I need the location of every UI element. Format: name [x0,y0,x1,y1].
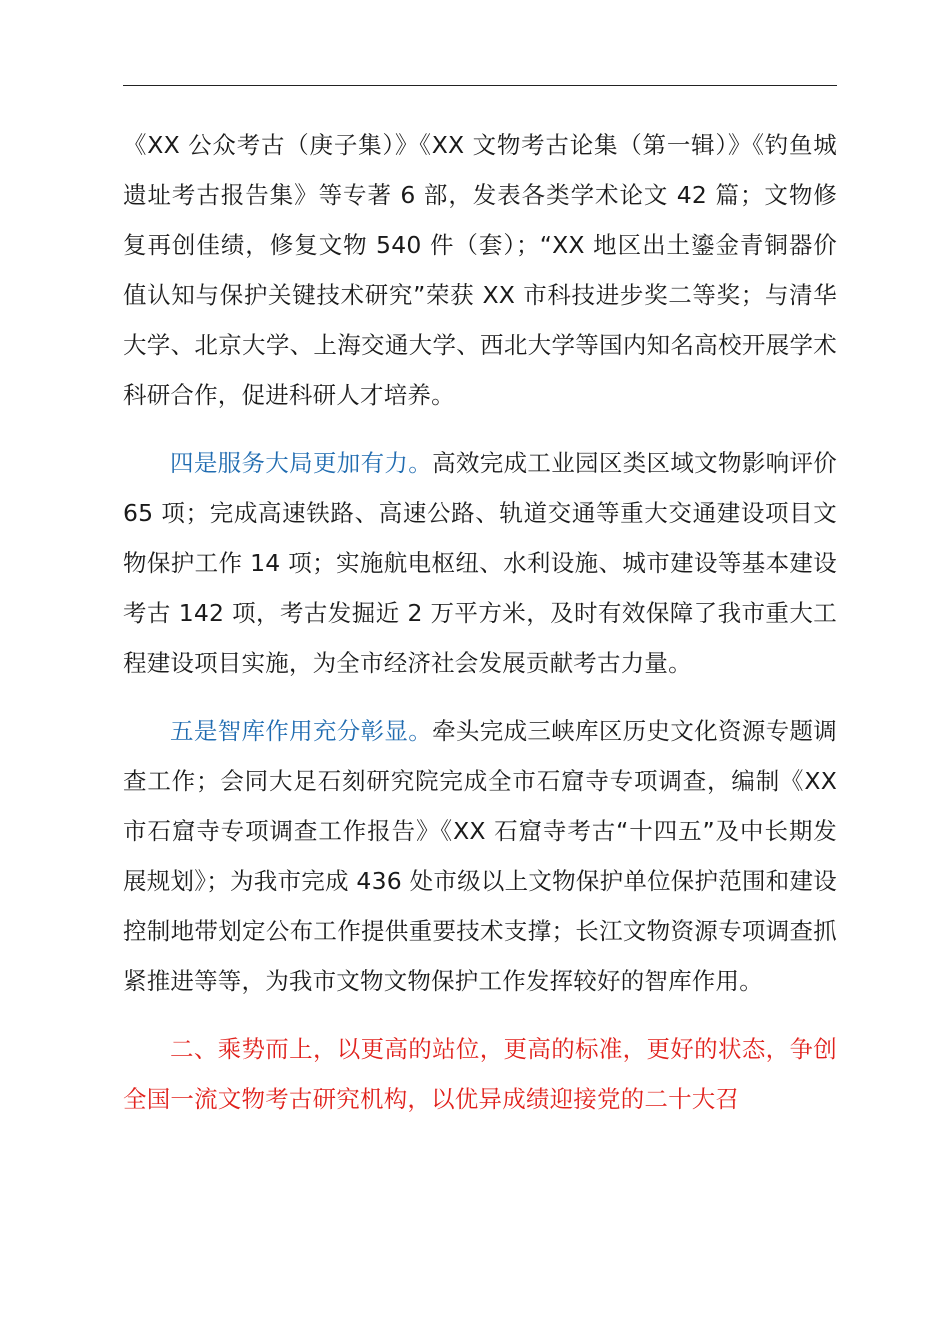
paragraph-gap [123,1006,837,1024]
paragraph-publications [123,120,837,420]
paragraph-text: 《XX 公众考古（庚子集）》《XX 文物考古论集（第一辑）》《钓鱼城遗址考古报告集》等专著 6 部，发表各类学术论文 42 篇；文物修复再创佳绩，修复文物 540 件（套）；“XX 地区出土鎏金青铜器价值认知与保护关键技术研究”荣获 XX 市科技进步奖二等奖；与清华大学、北京大学、上海交通大学、西北大学等国内知名高校开展学术科研合作，促进科研人才培养。 [123,131,837,409]
paragraph-gap [123,688,837,706]
paragraph-gap [123,420,837,438]
header-rule [123,85,837,86]
paragraph-text: 高效完成工业园区类区域文物影响评价 65 项；完成高速铁路、高速公路、轨道交通等重大交通建设项目文物保护工作 14 项；实施航电枢纽、水利设施、城市建设等基本建设考古 142 项，考古发掘近 2 万平方米，及时有效保障了我市重大工程建设项目实施，为全市经济社会发展贡献考古力量。 [123,449,838,677]
section-heading [123,1024,837,1124]
paragraph-text: 牵头完成三峡库区历史文化资源专题调查工作；会同大足石刻研究院完成全市石窟寺专项调查，编制《XX 市石窟寺专项调查工作报告》《XX 石窟寺考古“十四五”及中长期发展规划》；为我市完成 436 处市级以上文物保护单位保护范围和建设控制地带划定公布工作提供重要技术支撑；长江文物资源专项调查抓紧推进等等，为我市文物文物保护工作发挥较好的智库作用。 [123,717,838,995]
paragraph-lead: 四是服务大局更加有力。 [170,449,433,477]
document-body [123,120,837,1124]
section-heading-text: 二、乘势而上，以更高的站位，更高的标准，更好的状态，争创全国一流文物考古研究机构，以优异成绩迎接党的二十大召 [123,1035,837,1113]
paragraph-think-tank [123,706,837,1006]
paragraph-service [123,438,837,688]
paragraph-lead: 五是智库作用充分彰显。 [170,717,433,745]
